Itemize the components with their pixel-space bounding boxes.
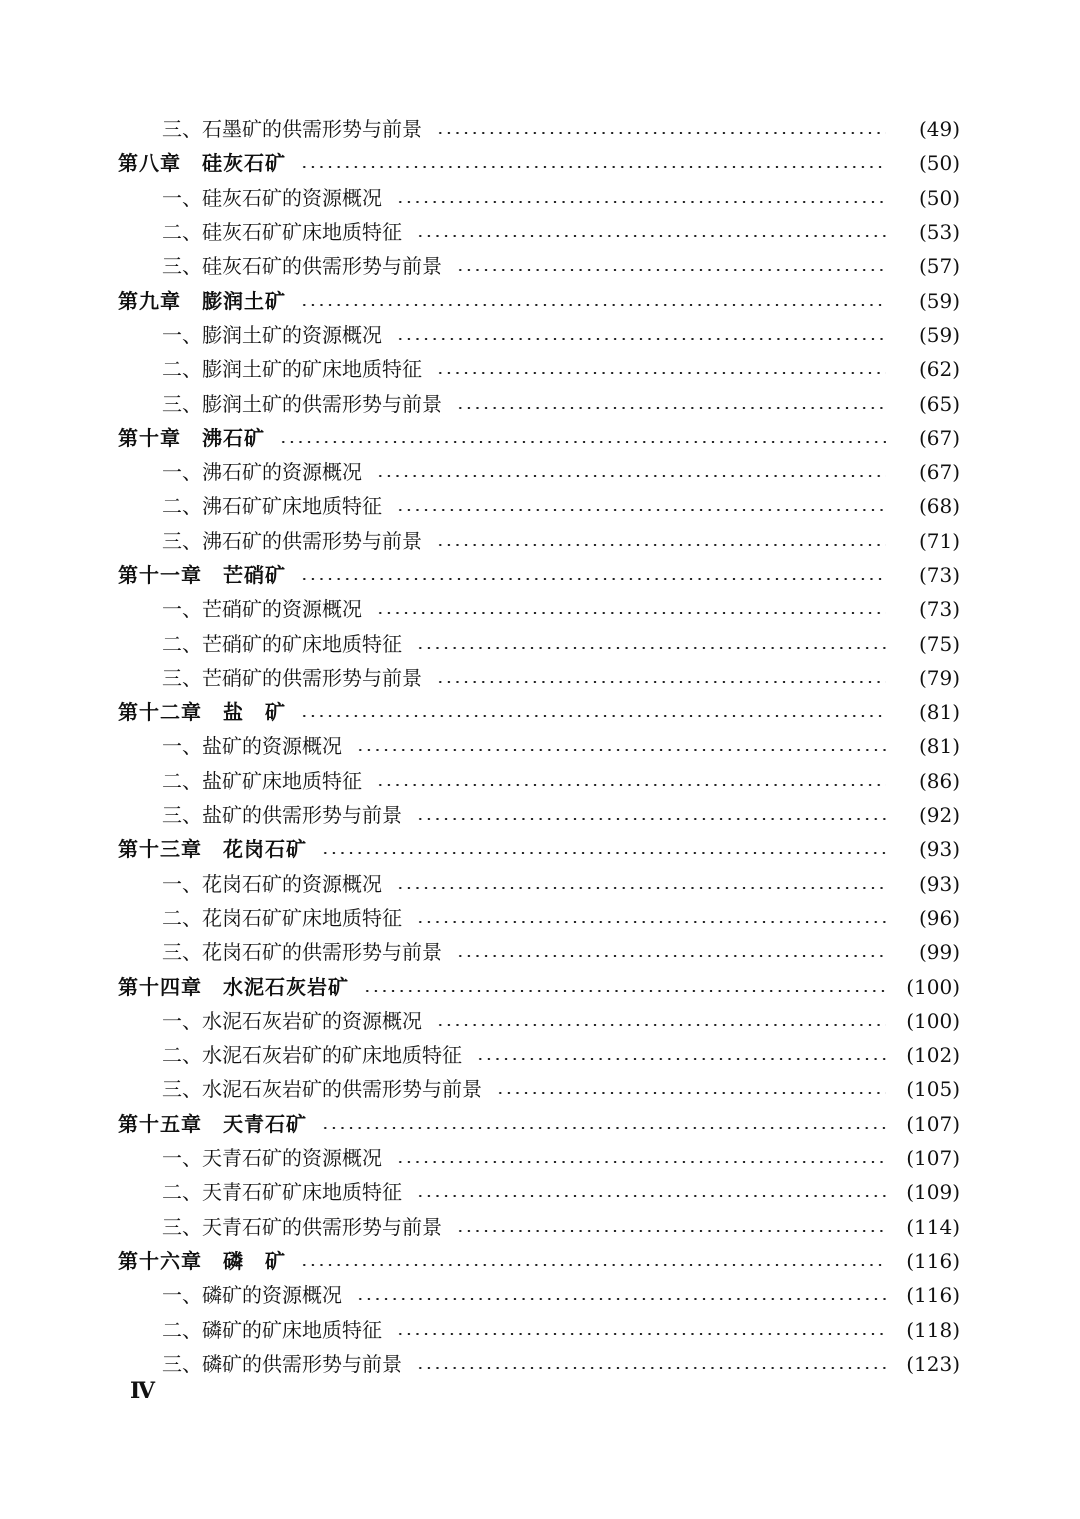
toc-entry-page: (75) [918, 631, 960, 656]
toc-entry-page: (50) [918, 151, 960, 176]
toc-entry-page: (99) [918, 940, 960, 965]
toc-entry-title: 一、天青石矿的资源概况 [162, 1146, 382, 1171]
toc-entry-title: 二、盐矿矿床地质特征 [162, 768, 362, 793]
dot-leader [436, 1024, 886, 1026]
dot-leader [456, 407, 886, 409]
toc-section-entry[interactable] [0, 249, 1080, 283]
toc-entry-title: 第九章 膨润土矿 [118, 288, 286, 313]
toc-chapter-entry[interactable] [0, 832, 1080, 866]
toc-entry-page: (81) [918, 734, 960, 759]
toc-section-entry[interactable] [0, 112, 1080, 146]
toc-entry-page: (81) [918, 700, 960, 725]
toc-entry-page: (123) [906, 1351, 960, 1376]
dot-leader [376, 784, 886, 786]
toc-section-entry[interactable] [0, 181, 1080, 215]
toc-entry-page: (73) [918, 563, 960, 587]
dot-leader [416, 921, 886, 923]
toc-entry-page: (65) [918, 391, 960, 416]
toc-chapter-entry[interactable] [0, 969, 1080, 1003]
toc-section-entry[interactable] [0, 1278, 1080, 1312]
dot-leader [300, 578, 886, 580]
toc-entry-title: 二、沸石矿矿床地质特征 [162, 494, 382, 519]
toc-entry-title: 二、硅灰石矿矿床地质特征 [162, 220, 402, 245]
toc-entry-title: 第十一章 芒硝矿 [118, 563, 286, 587]
toc-section-entry[interactable] [0, 935, 1080, 969]
toc-entry-title: 三、天青石矿的供需形势与前景 [162, 1214, 442, 1239]
toc-entry-page: (59) [918, 322, 960, 347]
toc-section-entry[interactable] [0, 1038, 1080, 1072]
toc-entry-title: 二、芒硝矿的矿床地质特征 [162, 631, 402, 656]
dot-leader [300, 715, 886, 717]
toc-entry-title: 三、沸石矿的供需形势与前景 [162, 528, 422, 553]
page-number: Ⅳ [130, 1378, 155, 1403]
dot-leader [396, 338, 886, 340]
dot-leader [416, 1195, 886, 1197]
toc-entry-title: 二、磷矿的矿床地质特征 [162, 1317, 382, 1342]
toc-entry-page: (93) [918, 837, 960, 862]
dot-leader [416, 235, 886, 237]
toc-section-entry[interactable] [0, 729, 1080, 763]
toc-chapter-entry[interactable] [0, 1107, 1080, 1141]
toc-entry-page: (107) [906, 1146, 960, 1171]
toc-entry-page: (114) [906, 1214, 960, 1239]
dot-leader [436, 132, 886, 134]
toc-entry-page: (118) [906, 1317, 960, 1342]
toc-entry-title: 第十四章 水泥石灰岩矿 [118, 974, 349, 999]
toc-chapter-entry[interactable] [0, 695, 1080, 729]
dot-leader [496, 1092, 886, 1094]
toc-entry-page: (116) [906, 1248, 960, 1273]
dot-leader [436, 372, 886, 374]
toc-entry-page: (96) [918, 905, 960, 930]
dot-leader [300, 166, 886, 168]
dot-leader [356, 749, 886, 751]
toc-entry-title: 三、水泥石灰岩矿的供需形势与前景 [162, 1077, 482, 1102]
table-of-contents [0, 112, 1080, 1381]
dot-leader [436, 681, 886, 683]
dot-leader [300, 1264, 886, 1266]
toc-entry-title: 三、膨润土矿的供需形势与前景 [162, 391, 442, 416]
dot-leader [279, 441, 886, 443]
dot-leader [321, 1127, 886, 1129]
toc-entry-page: (116) [906, 1283, 960, 1308]
toc-entry-title: 一、膨润土矿的资源概况 [162, 322, 382, 347]
toc-entry-title: 一、芒硝矿的资源概况 [162, 597, 362, 622]
toc-section-entry[interactable] [0, 867, 1080, 901]
toc-entry-title: 第十五章 天青石矿 [118, 1111, 307, 1136]
toc-section-entry[interactable] [0, 215, 1080, 249]
toc-chapter-entry[interactable] [0, 558, 1080, 592]
toc-chapter-entry[interactable] [0, 283, 1080, 317]
dot-leader [376, 475, 886, 477]
dot-leader [376, 612, 886, 614]
toc-entry-page: (107) [906, 1111, 960, 1136]
toc-entry-title: 三、磷矿的供需形势与前景 [162, 1351, 402, 1376]
dot-leader [396, 1333, 886, 1335]
toc-section-entry[interactable] [0, 626, 1080, 660]
dot-leader [456, 955, 886, 957]
toc-entry-title: 一、磷矿的资源概况 [162, 1283, 342, 1308]
dot-leader [456, 269, 886, 271]
toc-entry-title: 三、石墨矿的供需形势与前景 [162, 117, 422, 142]
toc-section-entry[interactable] [0, 592, 1080, 626]
toc-entry-page: (86) [918, 768, 960, 793]
dot-leader [396, 509, 886, 511]
toc-entry-title: 三、芒硝矿的供需形势与前景 [162, 665, 422, 690]
toc-entry-title: 第十二章 盐 矿 [118, 700, 286, 725]
toc-entry-page: (67) [918, 425, 960, 450]
dot-leader [416, 818, 886, 820]
toc-section-entry[interactable] [0, 1004, 1080, 1038]
dot-leader [396, 887, 886, 889]
toc-chapter-entry[interactable] [0, 1244, 1080, 1278]
toc-entry-page: (100) [906, 1008, 960, 1033]
toc-entry-page: (49) [918, 117, 960, 142]
toc-entry-page: (73) [918, 597, 960, 622]
toc-entry-title: 一、沸石矿的资源概况 [162, 460, 362, 485]
toc-entry-page: (59) [918, 288, 960, 313]
toc-entry-page: (79) [918, 665, 960, 690]
toc-section-entry[interactable] [0, 1175, 1080, 1209]
toc-entry-page: (62) [918, 357, 960, 382]
toc-section-entry[interactable] [0, 1312, 1080, 1346]
toc-entry-title: 第十三章 花岗石矿 [118, 837, 307, 862]
dot-leader [416, 647, 886, 649]
toc-entry-page: (53) [918, 220, 960, 245]
dot-leader [396, 1161, 886, 1163]
toc-section-entry[interactable] [0, 764, 1080, 798]
toc-entry-page: (68) [918, 494, 960, 519]
toc-entry-page: (50) [918, 185, 960, 210]
toc-entry-page: (93) [918, 871, 960, 896]
toc-entry-title: 二、水泥石灰岩矿的矿床地质特征 [162, 1043, 462, 1068]
toc-section-entry[interactable] [0, 455, 1080, 489]
toc-chapter-entry[interactable] [0, 421, 1080, 455]
toc-chapter-entry[interactable] [0, 146, 1080, 180]
toc-section-entry[interactable] [0, 1141, 1080, 1175]
toc-entry-title: 一、花岗石矿的资源概况 [162, 871, 382, 896]
toc-section-entry[interactable] [0, 352, 1080, 386]
dot-leader [300, 304, 886, 306]
toc-entry-title: 三、硅灰石矿的供需形势与前景 [162, 254, 442, 279]
dot-leader [356, 1298, 886, 1300]
toc-entry-title: 一、盐矿的资源概况 [162, 734, 342, 759]
toc-entry-title: 二、膨润土矿的矿床地质特征 [162, 357, 422, 382]
dot-leader [476, 1058, 886, 1060]
toc-entry-title: 二、花岗石矿矿床地质特征 [162, 905, 402, 930]
toc-entry-title: 第十六章 磷 矿 [118, 1248, 286, 1273]
dot-leader [416, 1367, 886, 1369]
toc-entry-page: (67) [918, 460, 960, 485]
toc-section-entry[interactable] [0, 1347, 1080, 1381]
toc-entry-page: (102) [906, 1043, 960, 1068]
toc-entry-title: 三、盐矿的供需形势与前景 [162, 803, 402, 828]
toc-entry-page: (92) [918, 803, 960, 828]
toc-section-entry[interactable] [0, 661, 1080, 695]
toc-entry-page: (57) [918, 254, 960, 279]
dot-leader [363, 990, 886, 992]
toc-section-entry[interactable] [0, 386, 1080, 420]
toc-section-entry[interactable] [0, 798, 1080, 832]
toc-entry-title: 一、硅灰石矿的资源概况 [162, 185, 382, 210]
dot-leader [456, 1230, 886, 1232]
toc-entry-title: 二、天青石矿矿床地质特征 [162, 1180, 402, 1205]
toc-section-entry[interactable] [0, 524, 1080, 558]
dot-leader [321, 852, 886, 854]
dot-leader [436, 544, 886, 546]
toc-section-entry[interactable] [0, 1072, 1080, 1106]
toc-entry-title: 第八章 硅灰石矿 [118, 151, 286, 176]
toc-entry-page: (71) [918, 528, 960, 553]
toc-entry-page: (109) [906, 1180, 960, 1205]
toc-section-entry[interactable] [0, 1210, 1080, 1244]
toc-section-entry[interactable] [0, 318, 1080, 352]
toc-section-entry[interactable] [0, 489, 1080, 523]
toc-entry-page: (105) [906, 1077, 960, 1102]
toc-entry-page: (100) [906, 974, 960, 999]
dot-leader [396, 201, 886, 203]
toc-entry-title: 三、花岗石矿的供需形势与前景 [162, 940, 442, 965]
toc-section-entry[interactable] [0, 901, 1080, 935]
toc-entry-title: 第十章 沸石矿 [118, 425, 265, 450]
toc-entry-title: 一、水泥石灰岩矿的资源概况 [162, 1008, 422, 1033]
